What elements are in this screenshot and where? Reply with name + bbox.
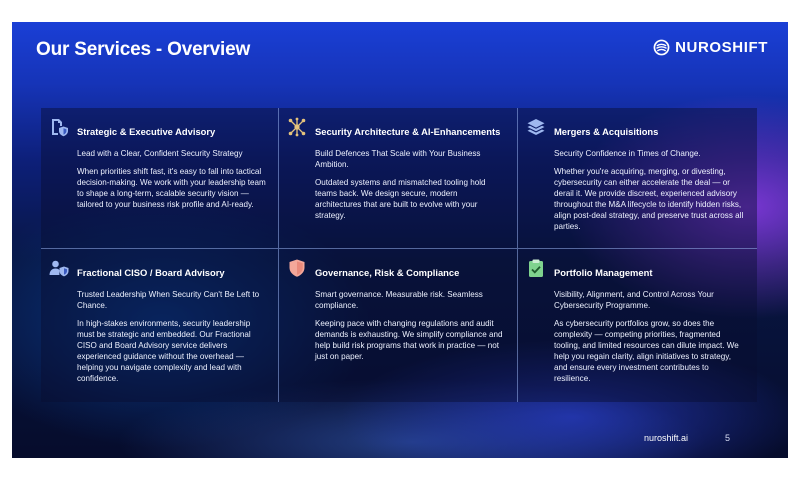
card-body: In high-stakes environments, security leadership must be strategic and embedded. Our Fractional CISO and Board Advisory service delivers experienced guidance without the overhead — helping you navigate complexity and lead with confidence. bbox=[77, 319, 251, 384]
network-nodes-icon bbox=[287, 117, 307, 137]
service-card-governance-risk bbox=[279, 249, 518, 402]
slide-title: Our Services - Overview bbox=[36, 39, 251, 60]
service-card-mergers-acquisitions bbox=[518, 108, 757, 249]
card-title: Strategic & Executive Advisory bbox=[77, 126, 216, 137]
footer-url: nuroshift.ai bbox=[643, 433, 688, 443]
card-subtitle: Visibility, Alignment, and Control Across Your Cybersecurity Programme. bbox=[554, 290, 714, 311]
logo bbox=[653, 39, 768, 56]
card-subtitle: Smart governance. Measurable risk. Seamless compliance. bbox=[315, 290, 483, 311]
layers-icon bbox=[526, 117, 546, 137]
card-title: Fractional CISO / Board Advisory bbox=[77, 267, 225, 278]
card-subtitle: Security Confidence in Times of Change. bbox=[554, 149, 701, 159]
slide bbox=[12, 22, 788, 458]
user-shield-icon bbox=[49, 258, 69, 278]
card-title: Security Architecture & AI-Enhancements bbox=[315, 126, 501, 137]
card-title: Portfolio Management bbox=[554, 267, 653, 278]
card-body: As cybersecurity portfolios grow, so does the complexity — competing priorities, fragmented tooling, and limited resources can dilute impact. We help you regain clarity, align initiatives to strategy, and ensure every investment contributes to resilience. bbox=[554, 319, 739, 384]
card-subtitle: Trusted Leadership When Security Can't Be Left to Chance. bbox=[77, 290, 260, 311]
service-card-strategic-advisory bbox=[41, 108, 279, 249]
page-number: 5 bbox=[724, 433, 730, 443]
service-card-portfolio-management bbox=[518, 249, 757, 402]
service-card-fractional-ciso bbox=[41, 249, 279, 402]
logo-text: NUROSHIFT bbox=[675, 39, 768, 56]
card-title: Governance, Risk & Compliance bbox=[315, 267, 460, 278]
card-body: Whether you're acquiring, merging, or divesting, cybersecurity can either accelerate the deal — or derail it. We provide discreet, experienced advisory throughout the M&A lifecycle to identify hidden risks, align post-deal strategy, and preserve trust across all parties. bbox=[554, 167, 744, 232]
nuroshift-logo-icon bbox=[653, 39, 670, 56]
card-body: Outdated systems and mismatched tooling hold teams back. We design secure, modern architectures that are built to evolve with your strategy. bbox=[315, 178, 486, 221]
card-subtitle: Lead with a Clear, Confident Security Strategy bbox=[77, 149, 243, 159]
services-grid bbox=[41, 108, 757, 402]
shield-icon bbox=[287, 258, 307, 278]
clipboard-check-icon bbox=[526, 258, 546, 278]
card-body: Keeping pace with changing regulations and audit demands is exhausting. We simplify compliance and help build risk programs that work in practice — not just on paper. bbox=[315, 319, 503, 362]
card-subtitle: Build Defences That Scale with Your Business Ambition. bbox=[315, 149, 481, 170]
card-title: Mergers & Acquisitions bbox=[554, 126, 659, 137]
service-card-security-architecture bbox=[279, 108, 518, 249]
card-body: When priorities shift fast, it's easy to fall into tactical decision-making. We work with your leadership team to shape a long-term, scalable security vision — tailored to your business risk profile and AI-ready. bbox=[77, 167, 266, 210]
document-shield-icon bbox=[49, 117, 69, 137]
